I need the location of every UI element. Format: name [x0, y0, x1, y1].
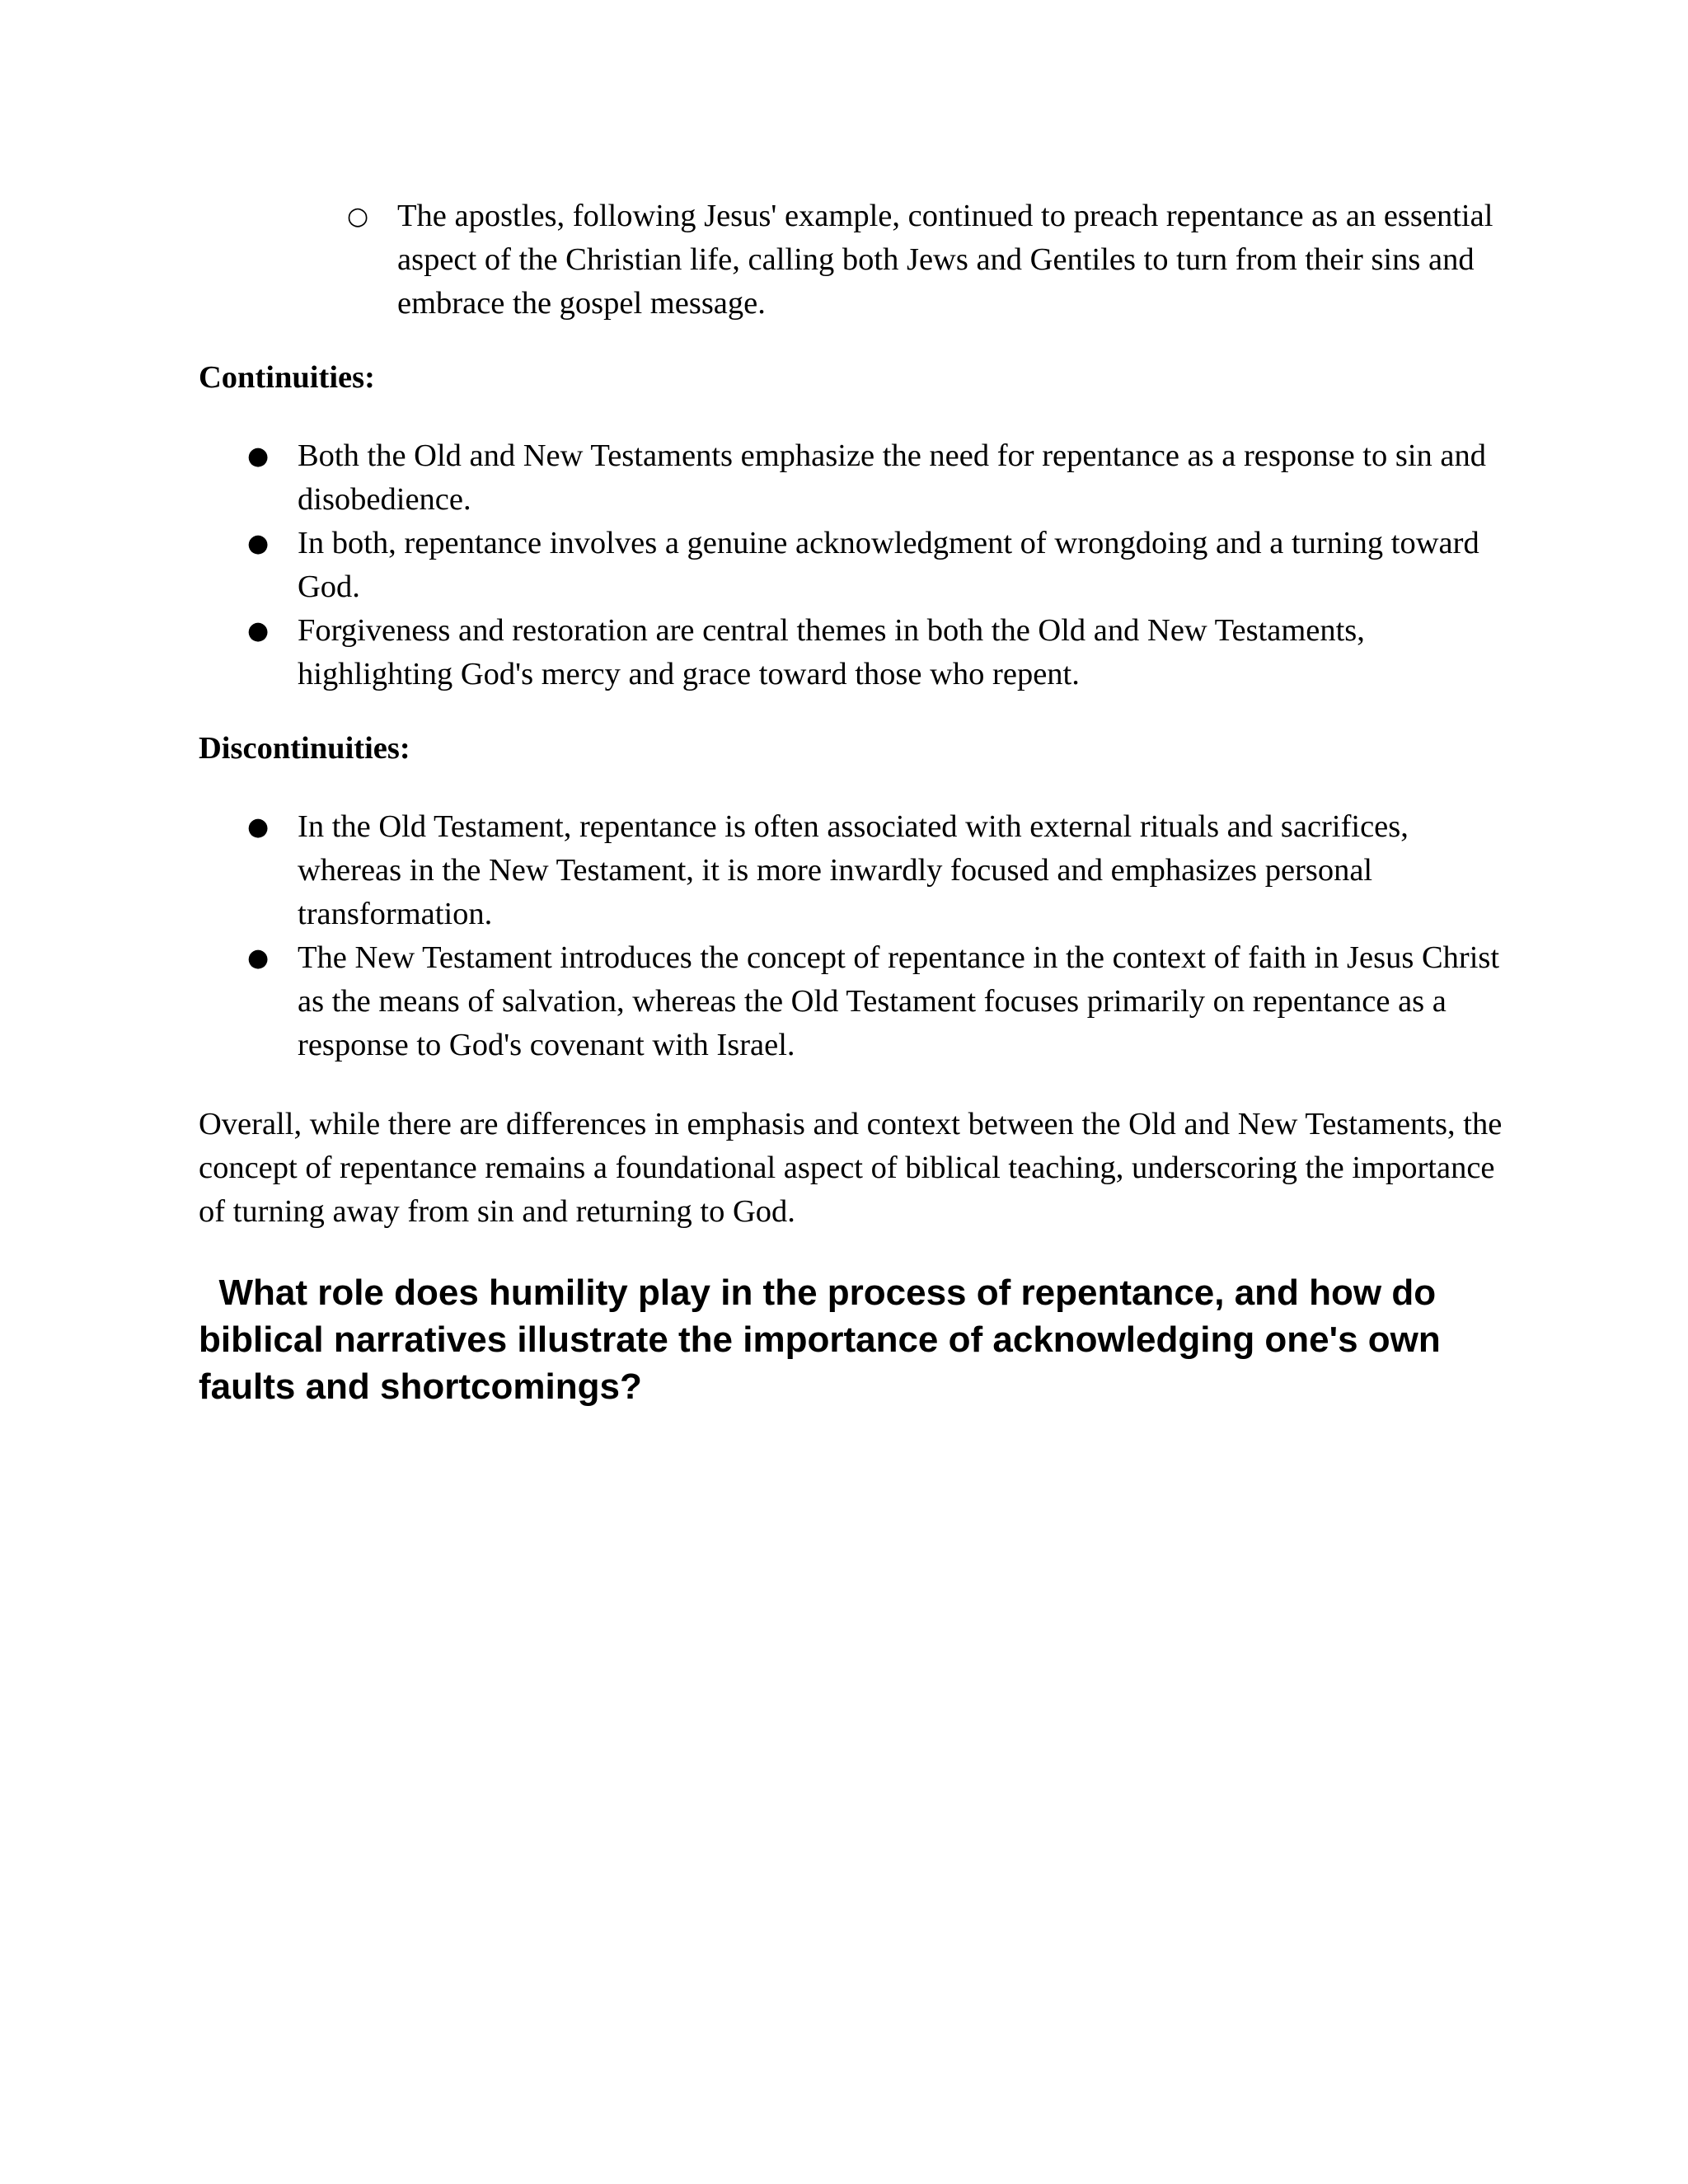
continuities-list	[199, 434, 1501, 696]
apostles-subitem-text: The apostles, following Jesus' example, continued to preach repentance as an essential aspect of the Christian life, calling both Jews and Gentiles to turn from their sins and embrace the gospel message.	[397, 199, 1493, 321]
list-item	[199, 609, 1501, 696]
continuities-heading: Continuities:	[199, 360, 375, 395]
list-item-text: Both the Old and New Testaments emphasize the need for repentance as a response to sin and disobedience.	[298, 438, 1487, 517]
bullet-icon: ●	[247, 944, 270, 972]
question-heading: What role does humility play in the process of repentance, and how do biblical narratives illustrate the importance of acknowledging one's own faults and shortcomings?	[199, 1272, 1451, 1407]
bullet-icon: ●	[247, 529, 270, 558]
discontinuities-list	[199, 805, 1501, 1067]
list-item-text: The New Testament introduces the concept of repentance in the context of faith in Jesus Christ as the means of salvation, whereas the Old Testament focuses primarily on repentance as a response to God's covenant with Israel.	[298, 940, 1500, 1062]
list-item	[199, 434, 1501, 522]
list-item-text: In the Old Testament, repentance is often associated with external rituals and sacrifices, whereas in the New Testament, it is more inwardly focused and emphasizes personal transformation.	[298, 809, 1409, 931]
list-item	[199, 936, 1501, 1067]
list-item	[199, 522, 1501, 609]
list-item-text: In both, repentance involves a genuine acknowledgment of wrongdoing and a turning toward God.	[298, 526, 1479, 604]
bullet-icon: ●	[247, 616, 270, 645]
hollow-bullet-icon: ○	[347, 202, 369, 231]
bullet-icon: ●	[247, 813, 270, 841]
list-item	[199, 805, 1501, 936]
bullet-icon: ●	[247, 442, 270, 471]
discontinuities-heading: Discontinuities:	[199, 731, 410, 766]
list-item-text: Forgiveness and restoration are central themes in both the Old and New Testaments, highlighting God's mercy and grace toward those who repent.	[298, 613, 1365, 691]
overall-paragraph: Overall, while there are differences in emphasis and context between the Old and New Testaments, the concept of repentance remains a foundational aspect of biblical teaching, underscoring the importance of turning away from sin and returning to God.	[199, 1107, 1503, 1229]
